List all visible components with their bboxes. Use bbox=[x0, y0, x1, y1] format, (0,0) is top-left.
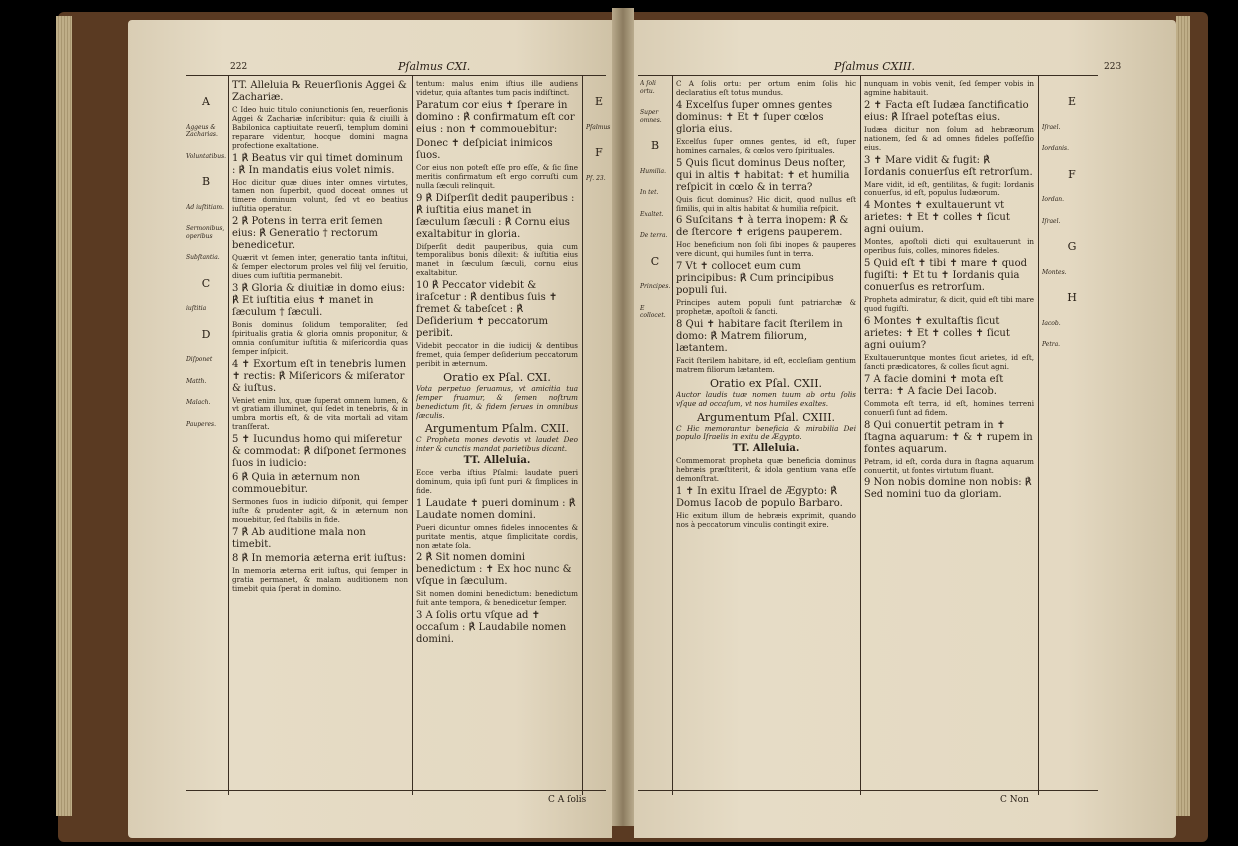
right-catchword: C Non bbox=[1000, 795, 1029, 805]
left-inner-margin: E Pſalmus F Pſ. 23. bbox=[586, 95, 611, 182]
right-header-rule bbox=[638, 75, 1098, 76]
left-footer-rule bbox=[186, 790, 606, 791]
left-running-head: Pſalmus CXI. bbox=[398, 60, 471, 73]
right-page-number: 223 bbox=[1104, 62, 1122, 72]
gutter bbox=[612, 8, 634, 826]
left-margin-rule bbox=[228, 75, 229, 795]
argument-heading: Argumentum Pſalm. CXII. bbox=[424, 422, 570, 436]
page-edges-right bbox=[1176, 16, 1190, 816]
oration-heading: Oratio ex Pſal. CXI. bbox=[443, 370, 551, 384]
right-page bbox=[634, 20, 1176, 838]
left-catchword: C A ſolis bbox=[548, 795, 587, 805]
right-column-2: nunquam in vobis venit, ſed ſemper vobis in agmine habitauit. 2 ✝ Facta eſt Iudæa ſanctificatio eius: ℟ Iſrael poteſtas eius. Iudæa dicitur non ſolum ad hebræorum nationem, ſed & ad omnes fideles poſſeſſio eius. 3 ✝ Mare vidit & fugit: ℟ Iordanis conuerſus eſt retrorſum. Mare vidit, id eſt, gentilitas, & fugit: Iordanis conuerſus, id eſt, populus Iudæorum. 4 Montes ✝ exultauerunt vt arietes: ✝ Et ✝ colles ✝ ſicut agni ouium. Montes, apoſtoli dicti qui exultauerunt in operibus ſuis, colles, minores fideles. 5 Quid eſt ✝ tibi ✝ mare ✝ quod fugiſti: ✝ Et tu ✝ Iordanis quia conuerſus es retrorſum. Propheta admiratur, & dicit, quid eſt tibi mare quod fugiſti. 6 Montes ✝ exultaſtis ſicut arietes: ✝ Et ✝ colles ✝ ſicut agni ouium? Exultaueruntque montes ſicut arietes, id eſt, ſancti prædicatores, & colles ſicut agni. 7 A facie domini ✝ mota eſt terra: ✝ A facie Dei Iacob. Commota eſt terra, id eſt, homines terreni conuerſi ſunt ad fidem. 8 Qui conuertit petram in ✝ ſtagna aquarum: ✝ & ✝ rupem in fontes aquarum. Petram, id eſt, corda dura in ſtagna aquarum conuertit, ut fontes virtutum fluant. 9 Non nobis domine non nobis: ℟ Sed nomini tuo da gloriam. bbox=[864, 80, 1034, 501]
right-running-head: Pſalmus CXIII. bbox=[834, 60, 915, 73]
right-outer-margin: E Iſrael. Iordanis. F Iordan. Iſrael. G Montes. H Iacob. Petra. bbox=[1042, 95, 1077, 348]
left-outer-margin: A Aggeus & Zacharias. Voluntatibus. B Ad iuſtitiam. Sermonibus, operibus Subſtantia. C iuſtitia D Diſponet Matth. Malach. Pauperes. bbox=[186, 95, 226, 428]
left-page-number: 222 bbox=[230, 62, 248, 72]
left-column-rule bbox=[412, 75, 413, 795]
right-inner-margin: A ſoli ortu. Super omnes. B Humilia. In tet. Exaltet. De terra. C Principes. E collocet. bbox=[640, 80, 670, 319]
right-column-1: C A ſolis ortu: per ortum enim ſolis hic declaratius eſt totus mundus. 4 Excelſus ſuper omnes gentes dominus: ✝ Et ✝ ſuper cœlos gloria eius. Excelſus ſuper omnes gentes, id eſt, ſuper homines carnales, & cœlos vero ſpirituales. 5 Quis ſicut dominus Deus noſter, qui in altis ✝ habitat: ✝ et humilia reſpicit in cœlo & in terra? Quis ſicut dominus? Hic dicit, quod nullus eſt ſimilis, qui in altis habitat & humilia reſpicit. 6 Suſcitans ✝ à terra inopem: ℟ & de ſtercore ✝ erigens pauperem. Hoc beneficium non ſoli ſibi inopes & pauperes vere dicunt, qui humiles ſunt in terra. 7 Vt ✝ collocet eum cum principibus: ℟ Cum principibus populi ſui. Principes autem populi ſunt patriarchæ & prophetæ, apoſtoli & ſancti. 8 Qui ✝ habitare facit ſterilem in domo: ℟ Matrem filiorum, lætantem. Facit ſterilem habitare, id eſt, eccleſiam gentium matrem filiorum lætantem. Oratio ex Pſal. CXII. Auctor laudis tuæ nomen tuum ab ortu ſolis vſque ad occaſum, vt nos humiles exaltes. Argumentum Pſal. CXIII. C Hic memorantur beneficia & mirabilia Dei populo Iſraelis in exitu de Ægypto. TT. Alleluia. Commemorat propheta quæ beneficia dominus hebræis præſtiterit, & idola gentium vana eſſe demonſtrat. 1 ✝ In exitu Iſrael de Ægypto: ℟ Domus Iacob de populo Barbaro. Hic exitum illum de hebræis exprimit, quando nos à peccatorum vinculis contingit exire. bbox=[676, 80, 856, 529]
right-margin-rule bbox=[1038, 75, 1039, 795]
left-outer-rule bbox=[582, 75, 583, 795]
right-argument-heading: Argumentum Pſal. CXIII. bbox=[696, 410, 836, 424]
left-column-1: TT. Alleluia ℞ Reuerſionis Aggei & Zachariæ. C Ideo huic titulo coniunctionis ſen, reuerſionis Aggei & Zachariæ inſcribitur: quia & ciuilli à Babilonica captiuitate reuerſi, templum domini reparare videntur, hocque domini magna profectione exaltatione. 1 ℟ Beatus vir qui timet dominum : ℟ In mandatis eius volet nimis. Hoc dicitur quæ diues inter omnes virtutes, tamen non ſuperbit, quod doceat omnes ut timere dominum volunt, ſed vt eo beatius iuſtitia operatur. 2 ℟ Potens in terra erit ſemen eius: ℟ Generatio † rectorum benedicetur. Quærit vt ſemen inter, generatio tanta inſtitui, & ſemper electorum proles vel filij vel ſeruitio, diues cum iuſtitia permanebit. 3 ℟ Gloria & diuitiæ in domo eius: ℟ Et iuſtitia eius ✝ manet in ſæculum † ſæculi. Bonis dominus ſolidum temporaliter, ſed ſpiritualis gratia & gloria omnis proponitur, & omnia conſumitur iuſtitia & miſericordia quas ſemper inſpicit. 4 ✝ Exortum eſt in tenebris lumen ✝ rectis: ℟ Miſericors & miſerator & iuſtus. Veniet enim lux, quæ ſuperat omnem lumen, & vt gratiam illuminet, qui ſedet in tenebris, & in umbra mortis eſt, & de vita mortali ad vitam tranſferat. 5 ✝ Iucundus homo qui miſeretur & commodat: ℟ diſponet ſermones ſuos in iudicio: 6 ℟ Quia in æternum non commouebitur. Sermones ſuos in iudicio diſponit, qui ſemper iuſte & prudenter agit, & in æternum non mouebitur, ſed ſtabilis in fide. 7 ℟ Ab auditione mala non timebit. 8 ℟ In memoria æterna erit iuſtus: In memoria æterna erit iuſtus, qui ſemper in gratia permanet, & malam auditionem non timebit quia ſperat in domino. bbox=[232, 80, 408, 593]
right-column-rule bbox=[860, 75, 861, 795]
right-oration-heading: Oratio ex Pſal. CXII. bbox=[709, 376, 823, 390]
right-footer-rule bbox=[638, 790, 1098, 791]
left-header-rule bbox=[186, 75, 606, 76]
left-column-2: tentum: malus enim iſtius ille audiens videtur, quia aſtantes tum pacis indiſtinct. Paratum cor eius ✝ ſperare in domino : ℟ confirmatum eſt cor eius : non ✝ commouebitur: Donec ✝ deſpiciat inimicos ſuos. Cor eius non poteſt eſſe pro eſſe, & ſic ſine meritis confirmatum eſt ergo corruſti cum nulla ſæculi relinquit. 9 ℟ Diſperſit dedit pauperibus : ℟ iuſtitia eius manet in ſæculum ſæculi : ℟ Cornu eius exaltabitur in gloria. Diſperſit dedit pauperibus, quia cum temporalibus bonis dilexit: & iuſtitia eius manet in ſæculum ſæculi, cornu eius exaltabitur. 10 ℟ Peccator videbit & iraſcetur : ℟ dentibus ſuis ✝ fremet & tabeſcet : ℟ Deſiderium ✝ peccatorum peribit. Videbit peccator in die iudicij & dentibus fremet, quia ſemper deſiderium peccatorum peribit in æternum. Oratio ex Pſal. CXI. Vota perpetuo ſeruamus, vt amicitia tua ſemper fruamur, & ſemen noſtrum benedictum ſit, & fidem ſerues in omnibus ſæculis. Argumentum Pſalm. CXII. C Propheta mones devotis vt laudet Deo inter & cunctis mandat parietibus dicant. TT. Alleluia. Ecce verba iſtius Pſalmi: laudate pueri dominum, quia ipſi ſunt puri & ſimplices in fide. 1 Laudate ✝ pueri dominum : ℟ Laudate nomen domini. Pueri dicuntur omnes fideles innocentes & puritate mentis, atque ſimplicitate cordis, non ætate ſola. 2 ℟ Sit nomen domini benedictum : ✝ Ex hoc nunc & vſque in ſæculum. Sit nomen domini benedictum: benedictum fuit ante tempora, & benedicetur ſemper. 3 A ſolis ortu vſque ad ✝ occaſum : ℟ Laudabile nomen domini. bbox=[416, 80, 578, 646]
right-inner-rule bbox=[672, 75, 673, 795]
psalm-title: TT. Alleluia ℞ Reuerſionis Aggei & Zachariæ. bbox=[232, 80, 407, 103]
left-page bbox=[128, 20, 612, 838]
page-edges-left bbox=[56, 16, 72, 816]
